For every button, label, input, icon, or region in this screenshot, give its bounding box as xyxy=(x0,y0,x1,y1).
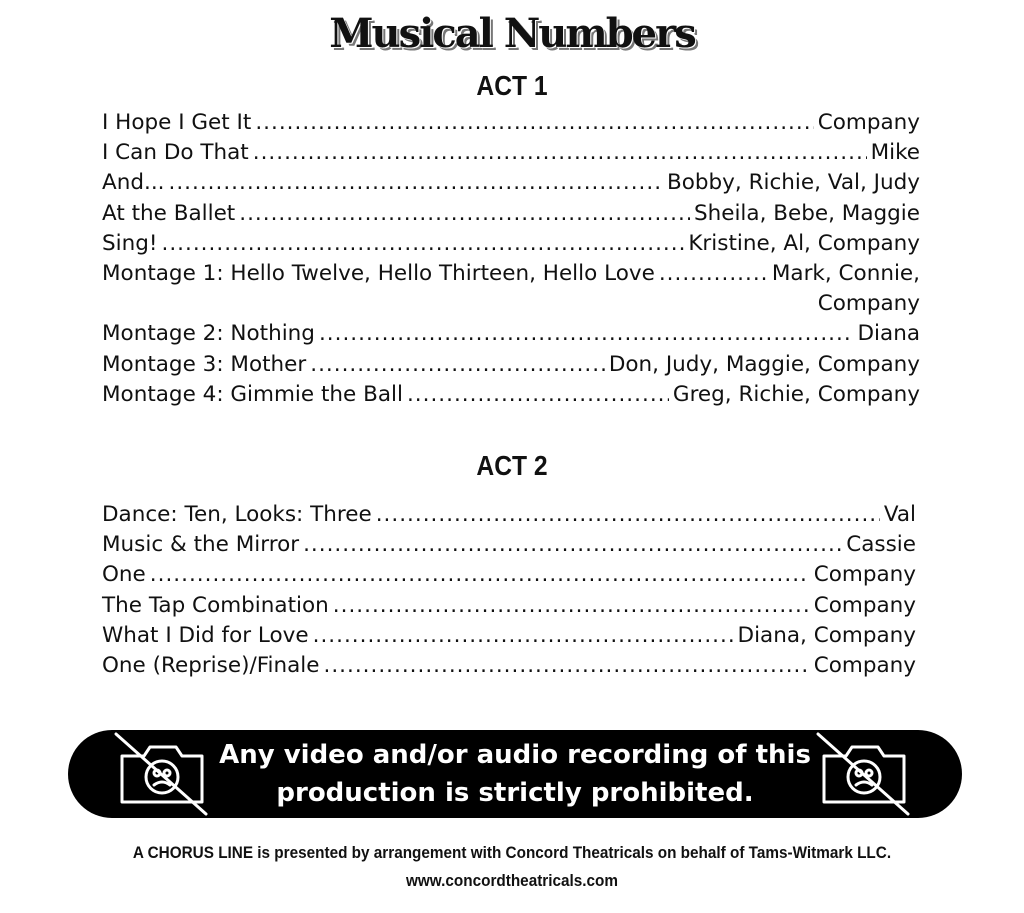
page-title: Musical Numbers xyxy=(329,10,695,57)
song-title: What I Did for Love xyxy=(102,622,309,648)
dot-leader xyxy=(150,562,810,587)
song-performers: Greg, Richie, Company xyxy=(672,381,920,407)
recording-notice-line2: production is strictly prohibited. xyxy=(276,778,754,808)
song-row xyxy=(102,562,916,592)
recording-notice-line1: Any video and/or audio recording of this xyxy=(219,740,811,770)
song-title: Montage 4: Gimmie the Ball xyxy=(102,381,403,407)
recording-prohibited-banner xyxy=(68,730,962,818)
song-title: One xyxy=(102,562,146,588)
song-row xyxy=(102,110,920,140)
song-title: I Hope I Get It xyxy=(102,110,252,135)
song-row xyxy=(102,502,916,532)
recording-notice-text xyxy=(218,736,812,812)
song-title: And... xyxy=(102,170,165,196)
dot-leader xyxy=(239,201,690,226)
song-performers: Diana, Company xyxy=(737,622,916,648)
dot-leader xyxy=(407,382,669,407)
song-title: The Tap Combination xyxy=(102,592,329,618)
song-performers: Company xyxy=(813,592,916,618)
song-title: Sing! xyxy=(102,230,158,256)
website-link[interactable]: www.concordtheatricals.com xyxy=(405,871,618,890)
song-title: Montage 3: Mother xyxy=(102,351,307,377)
licensing-credit: A CHORUS LINE is presented by arrangement with Concord Theatricals on behalf of Tams-Witmark LLC. xyxy=(132,843,892,862)
act2-heading: ACT 2 xyxy=(476,450,548,481)
song-row xyxy=(102,261,920,291)
dot-leader xyxy=(333,593,810,618)
song-performers: Mike xyxy=(870,140,920,166)
song-row xyxy=(102,382,920,412)
song-performers: Company xyxy=(813,562,916,588)
no-camera-icon xyxy=(812,730,916,818)
song-title: I Can Do That xyxy=(102,140,249,166)
dot-leader xyxy=(324,653,810,678)
song-row xyxy=(102,201,920,231)
song-title: At the Ballet xyxy=(102,200,236,226)
song-performers: Cassie xyxy=(846,532,916,558)
song-row xyxy=(102,352,920,382)
song-title: Montage 2: Nothing xyxy=(102,321,315,347)
act1-song-list xyxy=(102,110,920,412)
song-row xyxy=(102,623,916,653)
song-row xyxy=(102,140,920,170)
song-performers: Val xyxy=(883,502,916,527)
song-row xyxy=(102,170,920,200)
dot-leader xyxy=(168,170,663,195)
song-performers: Mark, Connie, xyxy=(771,260,920,286)
act1-heading: ACT 1 xyxy=(476,70,548,101)
dot-leader xyxy=(162,231,685,256)
dot-leader xyxy=(376,502,880,527)
song-performers: Kristine, Al, Company xyxy=(688,230,920,256)
song-row xyxy=(102,653,916,683)
act2-song-list xyxy=(102,502,916,683)
song-title: One (Reprise)/Finale xyxy=(102,652,320,678)
dot-leader xyxy=(313,623,734,648)
song-row xyxy=(102,321,920,351)
no-camera-icon xyxy=(110,730,214,818)
dot-leader xyxy=(319,321,854,346)
song-performers: Bobby, Richie, Val, Judy xyxy=(666,170,920,196)
song-performers: Don, Judy, Maggie, Company xyxy=(608,351,920,377)
song-row xyxy=(102,231,920,261)
song-title: Music & the Mirror xyxy=(102,532,300,558)
song-performers: Diana xyxy=(857,321,920,347)
song-performers: Company xyxy=(817,110,920,135)
song-performers-continuation: Company xyxy=(817,291,920,317)
song-title: Montage 1: Hello Twelve, Hello Thirteen, Hello Love xyxy=(102,260,655,286)
dot-leader xyxy=(659,261,768,286)
song-performers: Sheila, Bebe, Maggie xyxy=(693,200,920,226)
dot-leader xyxy=(303,532,842,557)
song-performers: Company xyxy=(813,652,916,678)
dot-leader xyxy=(255,110,813,135)
dot-leader xyxy=(253,140,867,165)
song-title: Dance: Ten, Looks: Three xyxy=(102,502,372,527)
song-row xyxy=(102,532,916,562)
dot-leader xyxy=(310,352,605,377)
song-row xyxy=(102,593,916,623)
